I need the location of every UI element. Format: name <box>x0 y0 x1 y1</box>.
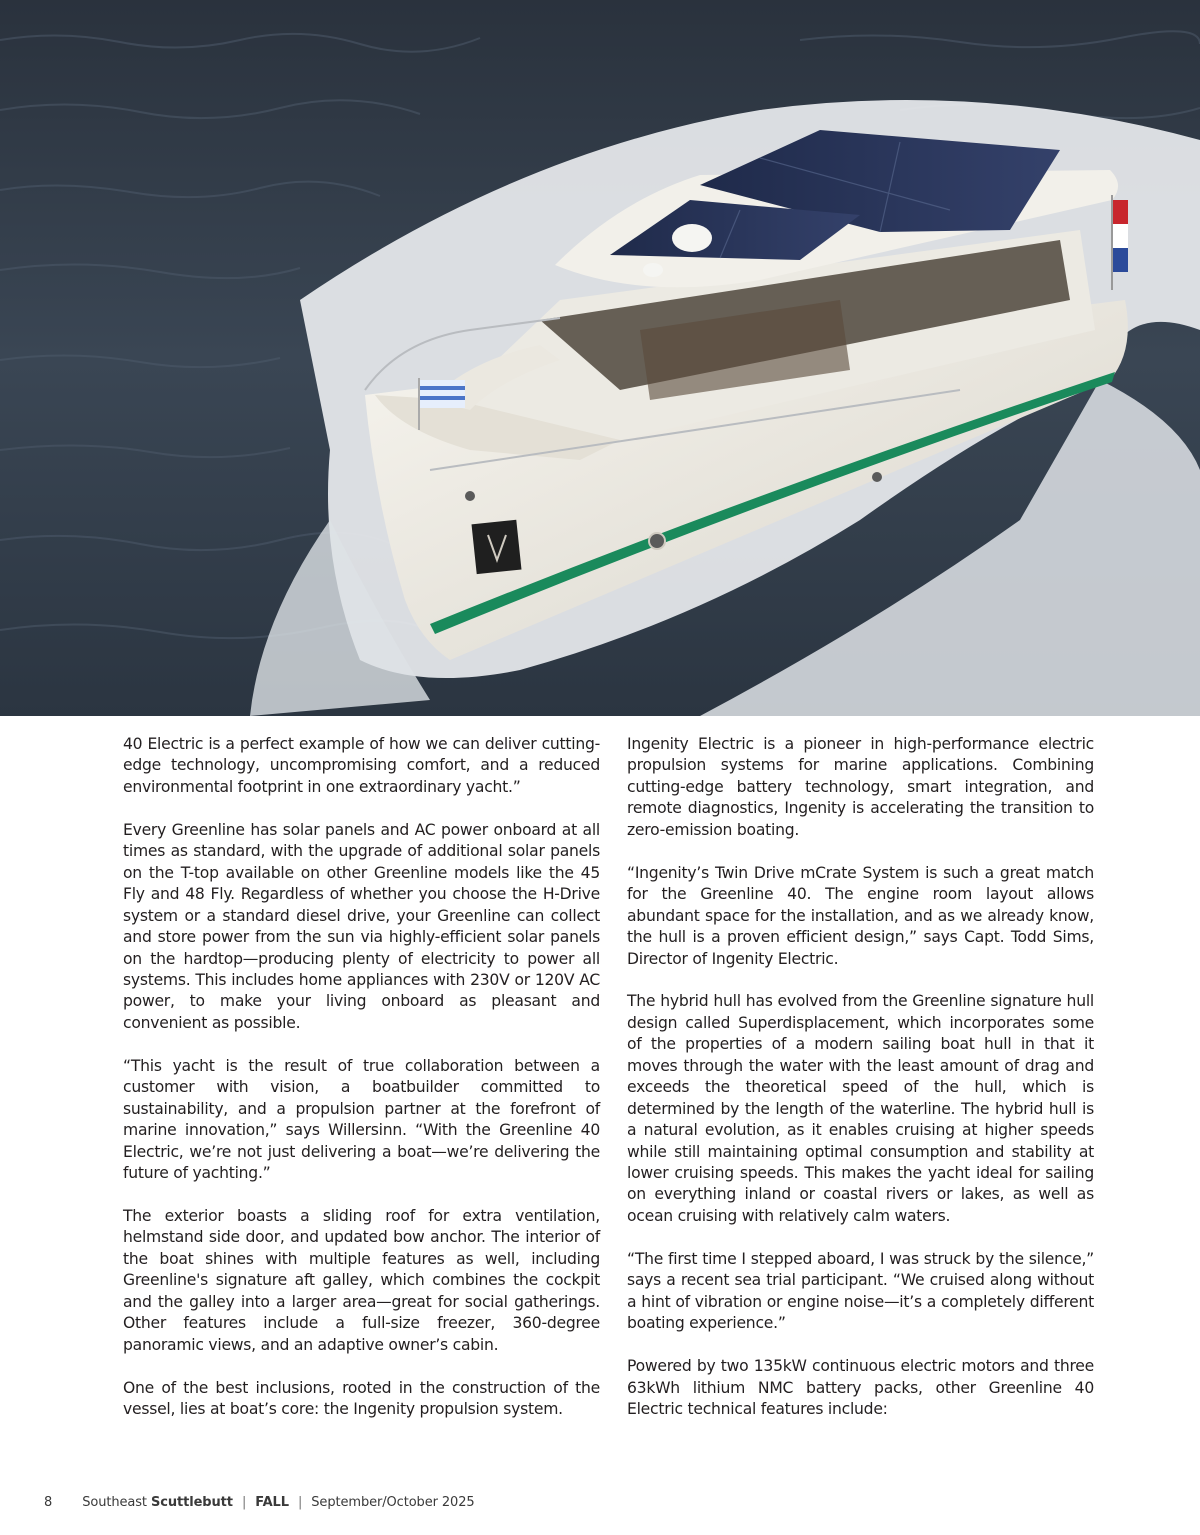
paragraph: Powered by two 135kW continuous electric motors and three 63kWh lithium NMC battery packs, other Greenline 40 Electric technical features include: <box>627 1357 1094 1418</box>
page-number: 8 <box>44 1495 53 1510</box>
publication-name-second: Scuttlebutt <box>150 1495 233 1510</box>
issue-season: FALL <box>255 1495 289 1510</box>
article-column-right <box>627 734 1094 1442</box>
paragraph: The exterior boasts a sliding roof for extra ventilation, helmstand side door, and updated bow anchor. The interior of the boat shines with multiple features as well, including Greenline's signature aft galley, which combines the cockpit and the galley into a larger area—great for social gatherings. Other features include a full-size freezer, 360-degree panoramic views, and an adaptive owner’s cabin. <box>123 1206 600 1354</box>
paragraph: Ingenity Electric is a pioneer in high-performance electric propulsion systems for marine applications. Combining cutting-edge battery technology, smart integration, and remote diagnostics, Ingenity is accelerating the transition to zero-emission boating. <box>627 735 1094 839</box>
article-column-left <box>123 734 600 1442</box>
paragraph: “The first time I stepped aboard, I was struck by the silence,” says a recent sea trial participant. “We cruised along without a hint of vibration or engine noise—it’s a completely different boating experience.” <box>627 1249 1094 1333</box>
paragraph: 40 Electric is a perfect example of how we can deliver cutting-edge technology, uncompromising comfort, and a reduced environmental footprint in one extraordinary yacht.” <box>123 735 600 796</box>
paragraph: “Ingenity’s Twin Drive mCrate System is such a great match for the Greenline 40. The engine room layout allows abundant space for the installation, and as we already know, the hull is a proven efficient design,” says Capt. Todd Sims, Director of Ingenity Electric. <box>627 863 1094 968</box>
publication-name-first: Southeast <box>82 1495 147 1510</box>
page-footer <box>44 1495 475 1510</box>
paragraph: “This yacht is the result of true collaboration between a customer with vision, a boatbuilder committed to sustainability, and a propulsion partner at the forefront of marine innovation,” says Willersinn. “With the Greenline 40 Electric, we’re not just delivering a boat—we’re delivering the future of yachting.” <box>123 1056 600 1183</box>
divider: | <box>297 1495 303 1510</box>
paragraph: One of the best inclusions, rooted in the construction of the vessel, lies at boat’s core: the Ingenity propulsion system. <box>123 1378 600 1418</box>
hero-photo <box>0 0 1200 716</box>
divider: | <box>241 1495 247 1510</box>
paragraph: The hybrid hull has evolved from the Greenline signature hull design called Superdisplacement, which incorporates some of the properties of a modern sailing boat hull in that it moves through the water with the least amount of drag and exceeds the theoretical speed of the hull, which is determined by the length of the waterline. The hybrid hull is a natural evolution, as it enables cruising at higher speeds while still maintaining optimal consumption and stability at lower cruising speeds. This makes the yacht ideal for sailing on everything inland or coastal rivers or lakes, as well as ocean cruising with relatively calm waters. <box>627 992 1094 1225</box>
issue-date: September/October 2025 <box>311 1495 475 1510</box>
yacht-illustration <box>0 0 1200 716</box>
paragraph: Every Greenline has solar panels and AC power onboard at all times as standard, with the upgrade of additional solar panels on the T-top available on other Greenline models like the 45 Fly and 48 Fly. Regardless of whether you choose the H-Drive system or a standard diesel drive, your Greenline can collect and store power from the sun via highly-efficient solar panels on the hardtop—producing plenty of electricity to power all systems. This includes home appliances with 230V or 120V AC power, to make your living onboard as pleasant and convenient as possible. <box>123 820 600 1032</box>
